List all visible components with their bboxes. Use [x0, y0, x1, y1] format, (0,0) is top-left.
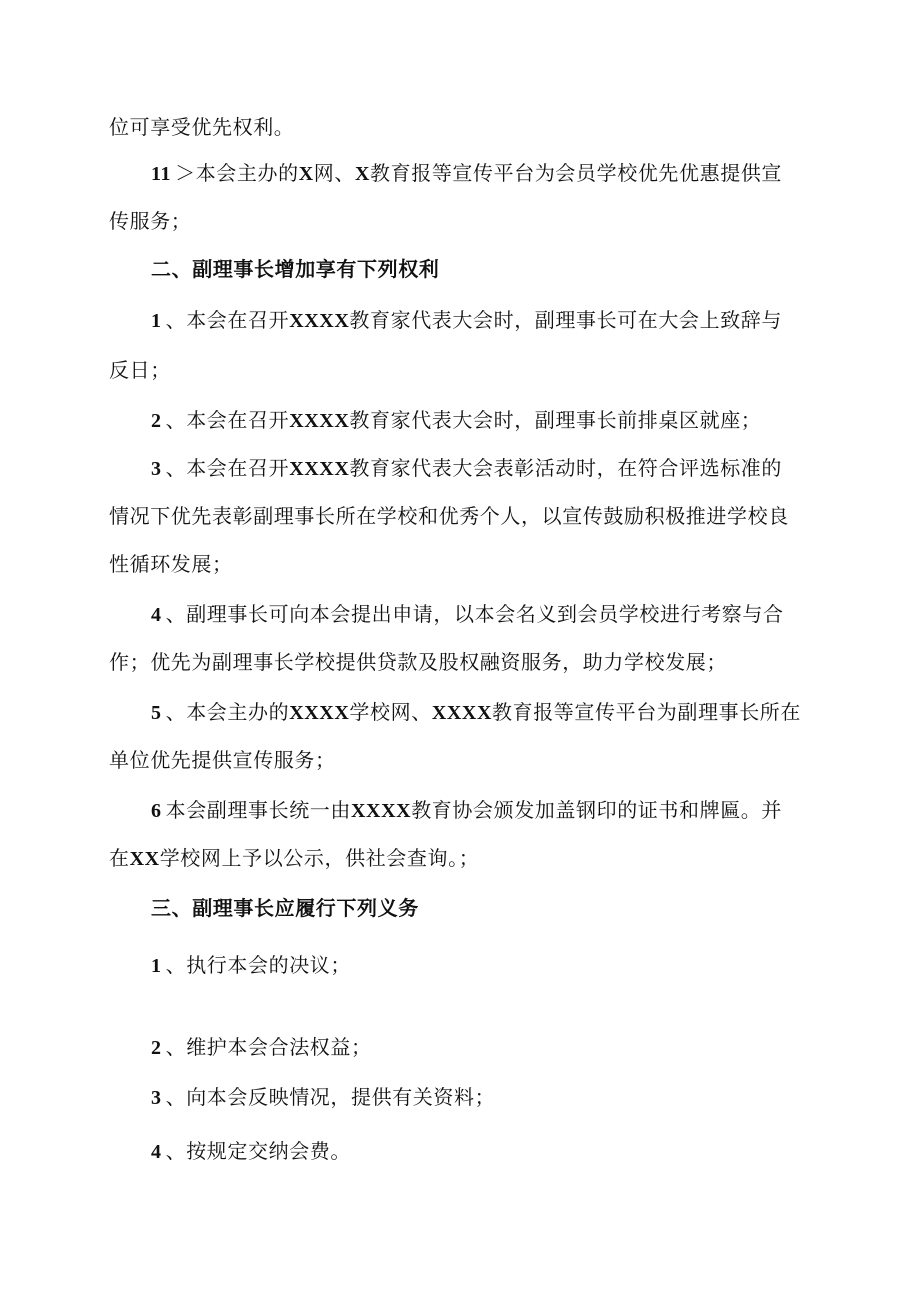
rights-item-5-line-2 — [109, 745, 336, 775]
rights-item-4-line-1 — [151, 599, 784, 630]
text: 、本会在召开 — [165, 308, 290, 332]
item-number: 2 — [151, 410, 162, 432]
text: 、向本会反映情况，提供有关资料； — [165, 1085, 496, 1109]
text: 、本会在召开 — [165, 408, 290, 432]
text: 教育协会颁发加盖钢印的证书和牌匾。并 — [411, 798, 783, 822]
text: 教育家代表大会时，副理事长前排桌区就座； — [349, 408, 762, 432]
rights-item-3-line-1 — [151, 453, 782, 484]
bold-text: XXXX — [289, 310, 350, 332]
item-11-line-2 — [109, 206, 191, 236]
rights-item-3-line-3 — [109, 549, 233, 579]
item-number: 2 — [151, 1037, 162, 1059]
text: 、按规定交纳会费。 — [165, 1139, 352, 1163]
text: 在 — [109, 846, 130, 870]
item-number: 3 — [151, 458, 162, 480]
item-number: 3 — [151, 1087, 162, 1109]
text: 、本会主办的 — [165, 700, 290, 724]
bold-text: XXXX — [351, 800, 412, 822]
item-number: 4 — [151, 604, 162, 626]
item-number: 11 — [151, 163, 172, 185]
text: 性循环发展； — [109, 552, 233, 576]
bold-text: XXXX — [431, 702, 492, 724]
rights-item-5-line-1 — [151, 697, 801, 728]
text: 学校网、 — [349, 700, 432, 724]
text: 情况下优先表彰副理事长所在学校和优秀个人，以宣传鼓励积极推进学校良 — [109, 504, 789, 528]
paragraph-continuation — [109, 112, 294, 142]
section-heading-obligations — [151, 893, 419, 923]
text: 教育家代表大会时，副理事长可在大会上致辞与 — [349, 308, 783, 332]
text: 教育家代表大会表彰活动时，在符合评选标准的 — [349, 456, 783, 480]
text: 传服务； — [109, 209, 192, 233]
heading-text: 二、副理事长增加享有下列权利 — [151, 257, 440, 281]
rights-item-2-line-1 — [151, 405, 761, 436]
text: 学校网上予以公示，供社会查询。； — [159, 846, 480, 870]
item-number: 6 — [151, 800, 162, 822]
text: 网、 — [313, 161, 355, 185]
item-number: 5 — [151, 702, 162, 724]
rights-item-6-line-1 — [151, 795, 782, 826]
text: 教育报等宣传平台为会员学校优先优惠提供宣 — [370, 161, 783, 185]
text: 教育报等宣传平台为副理事长所在 — [492, 700, 801, 724]
text: ＞本会主办的 — [175, 161, 299, 185]
bold-text: XXXX — [289, 702, 350, 724]
obligations-item-2 — [151, 1032, 372, 1063]
bold-text: XXXX — [289, 410, 350, 432]
text: 反日； — [109, 358, 171, 382]
text: 、执行本会的决议； — [165, 953, 352, 977]
section-heading-rights — [151, 254, 439, 284]
text: 作；优先为副理事长学校提供贷款及股权融资服务，助力学校发展； — [109, 650, 727, 674]
rights-item-1-line-1 — [151, 305, 782, 336]
obligations-item-1 — [151, 950, 351, 981]
bold-text: X — [298, 163, 314, 185]
text: 、本会在召开 — [165, 456, 290, 480]
item-number: 1 — [151, 955, 162, 977]
bold-text: XX — [129, 848, 160, 870]
text: 、副理事长可向本会提出申请，以本会名义到会员学校进行考察与合 — [165, 602, 784, 626]
rights-item-4-line-2 — [109, 647, 727, 677]
item-11-line-1 — [151, 158, 782, 189]
item-number: 1 — [151, 310, 162, 332]
rights-item-1-line-2 — [109, 355, 171, 385]
obligations-item-4 — [151, 1136, 351, 1167]
bold-text: X — [354, 163, 371, 185]
bold-text: XXXX — [289, 458, 350, 480]
text: 本会副理事长统一由 — [165, 798, 352, 822]
text: 单位优先提供宣传服务； — [109, 748, 336, 772]
text: 、维护本会合法权益； — [165, 1035, 372, 1059]
text: 位可享受优先权利。 — [109, 115, 295, 139]
heading-text: 三、副理事长应履行下列义务 — [151, 896, 419, 920]
rights-item-3-line-2 — [109, 501, 789, 531]
obligations-item-3 — [151, 1082, 495, 1113]
item-number: 4 — [151, 1141, 162, 1163]
rights-item-6-line-2 — [109, 843, 479, 874]
